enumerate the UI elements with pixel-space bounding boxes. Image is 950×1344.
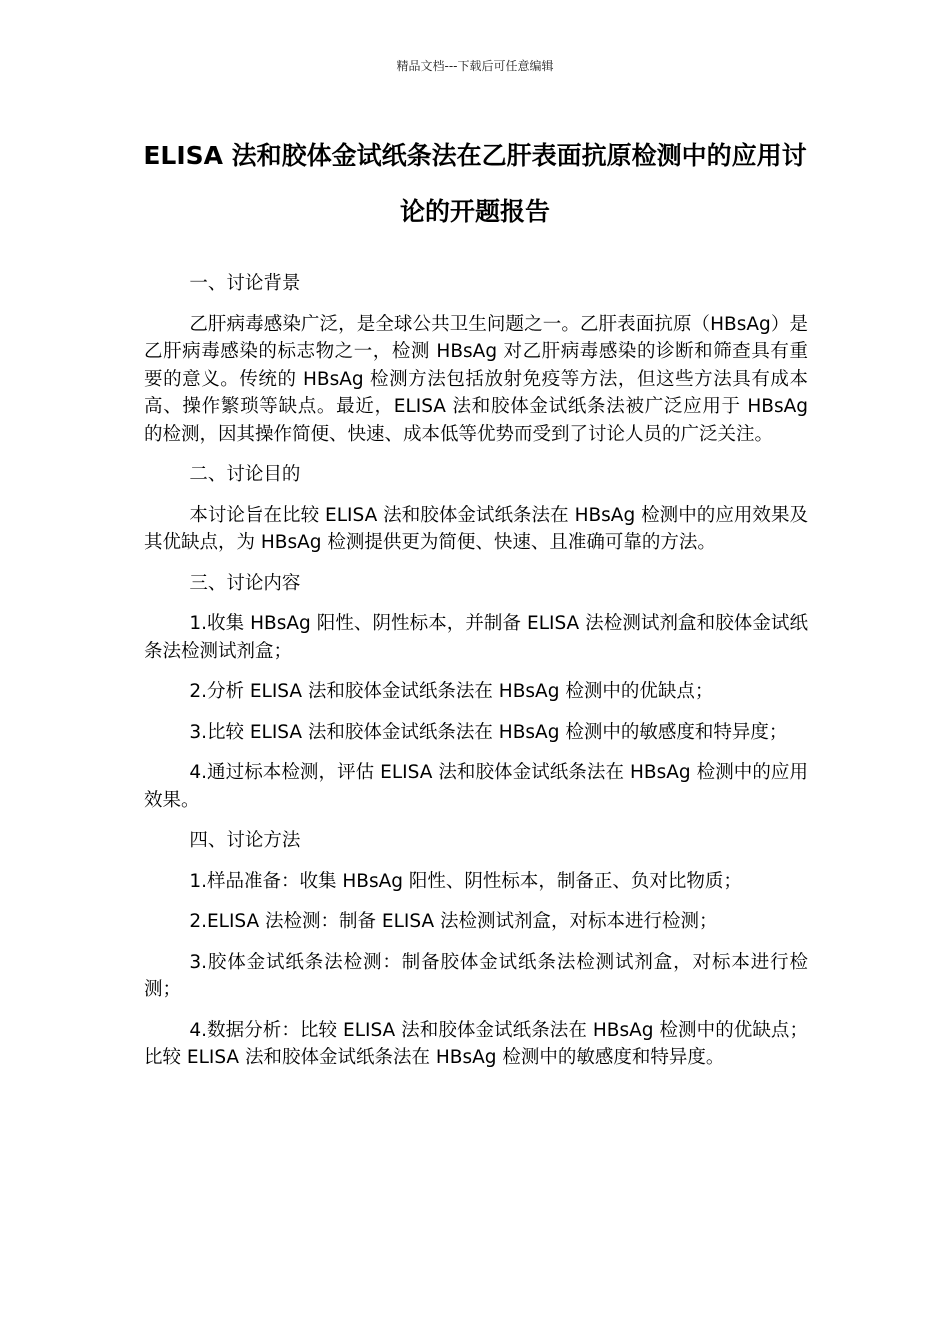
method-item-1: 1.样品准备：收集 HBsAg 阳性、阴性标本，制备正、负对比物质； bbox=[189, 870, 742, 892]
method-item-4: 4.数据分析：比较 ELISA 法和胶体金试纸条法在 HBsAg 检测中的优缺点；比较 ELISA 法和胶体金试纸条法在 HBsAg 检测中的敏感度和特异度。 bbox=[144, 1019, 808, 1068]
content-item-2: 2.分析 ELISA 法和胶体金试纸条法在 HBsAg 检测中的优缺点； bbox=[189, 681, 714, 702]
method-item-3: 3.胶体金试纸条法检测：制备胶体金试纸条法检测试剂盒，对标本进行检测； bbox=[144, 951, 808, 1000]
background-paragraph: 乙肝病毒感染广泛，是全球公共卫生问题之一。乙肝表面抗原（HBsAg）是乙肝病毒感染的标志物之一，检测 HBsAg 对乙肝病毒感染的诊断和筛查具有重要的意义。传统的 HBsAg 检测方法包括放射免疫等方法，但这些方法具有成本高、操作繁琐等缺点。最近，ELISA 法和胶体金试纸条法被广泛应用于 HBsAg 的检测，因其操作简便、快速、成本低等优势而受到了讨论人员的广泛关注。 bbox=[144, 313, 808, 445]
content-item-1: 1.收集 HBsAg 阳性、阴性标本，并制备 ELISA 法检测试剂盒和胶体金试纸条法检测试剂盒； bbox=[144, 613, 808, 662]
document-title: ELISA 法和胶体金试纸条法在乙肝表面抗原检测中的应用讨论的开题报告 bbox=[143, 141, 807, 226]
content-item-4: 4.通过标本检测，评估 ELISA 法和胶体金试纸条法在 HBsAg 检测中的应用效果。 bbox=[144, 762, 808, 811]
method-item-2: 2.ELISA 法检测：制备 ELISA 法检测试剂盒，对标本进行检测； bbox=[189, 911, 718, 932]
section-heading-methods: 四、讨论方法 bbox=[189, 830, 301, 851]
content-item-3: 3.比较 ELISA 法和胶体金试纸条法在 HBsAg 检测中的敏感度和特异度； bbox=[189, 721, 788, 743]
document-body bbox=[144, 270, 808, 1085]
section-heading-content: 三、讨论内容 bbox=[189, 572, 301, 594]
purpose-paragraph: 本讨论旨在比较 ELISA 法和胶体金试纸条法在 HBsAg 检测中的应用效果及其优缺点，为 HBsAg 检测提供更为简便、快速、且准确可靠的方法。 bbox=[144, 504, 808, 553]
section-heading-background: 一、讨论背景 bbox=[189, 273, 301, 294]
section-heading-purpose: 二、讨论目的 bbox=[189, 464, 301, 485]
header-note: 精品文档---下载后可任意编辑 bbox=[396, 59, 554, 73]
